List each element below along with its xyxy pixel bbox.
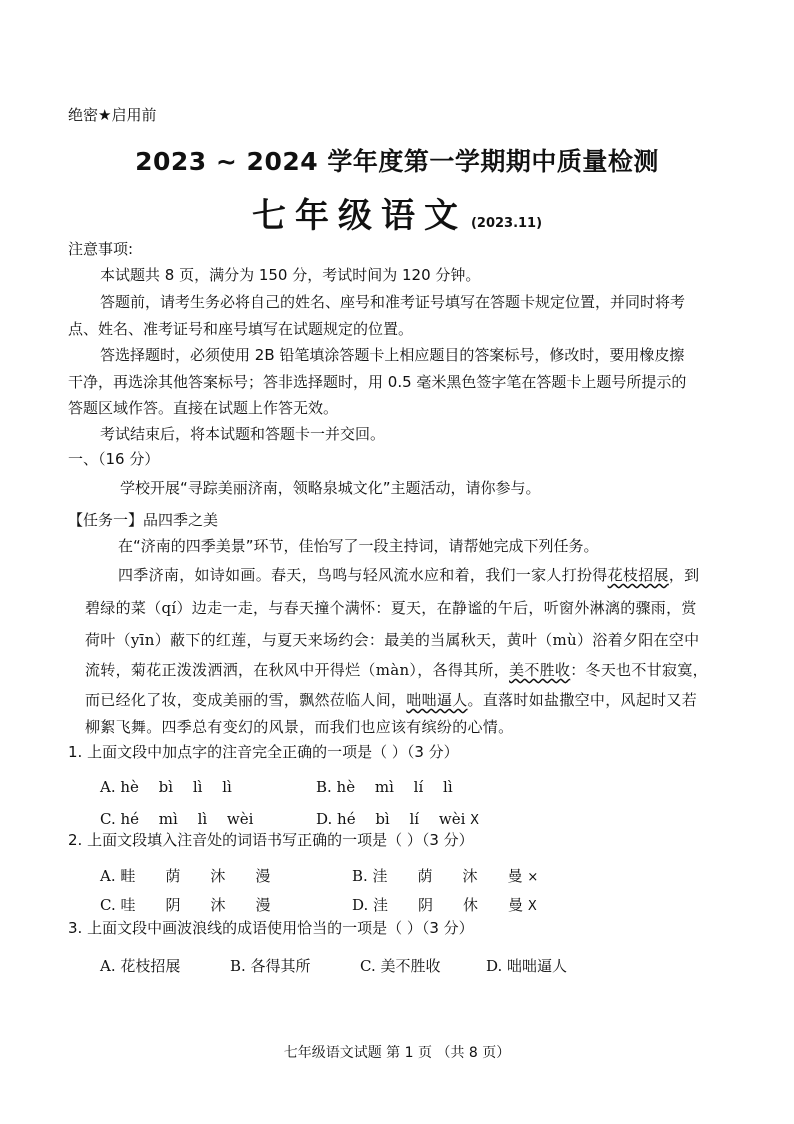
- subject-title: [0, 188, 794, 237]
- notes-p3b: 干净，再选涂其他答案标号；答非选择题时，用 0.5 毫米黑色签字笔在答题卡上题号所提示的: [68, 373, 687, 391]
- q2-option-c[interactable]: C. 哇 阴 沐 漫: [100, 896, 271, 914]
- passage-line-3: 荷叶（yīn）蔽下的红莲，与夏天来场约会：最美的当属秋天，黄叶（mù）浴着夕阳在空中: [85, 631, 700, 649]
- passage-text: 而已经化了妆，变成美丽的雪，飘然莅临人间，: [85, 691, 407, 709]
- idiom-meibu: 美不胜收: [509, 661, 571, 679]
- handwritten-x-mark: X: [527, 899, 537, 914]
- notes-p3a: 答选择题时，必须使用 2B 铅笔填涂答题卡上相应题目的答案标号，修改时，要用橡皮擦: [100, 346, 685, 364]
- passage-line-4: [85, 659, 708, 680]
- passage-line-1: [118, 564, 699, 585]
- notes-heading: 注意事项:: [68, 240, 134, 258]
- passage-line-2: 碧绿的菜（qí）边走一走，与春天撞个满怀：夏天，在静谧的午后，听窗外淋漓的骤雨，赏: [85, 599, 697, 617]
- q3-stem: 3. 上面文段中画波浪线的成语使用恰当的一项是（ ）（3 分）: [68, 919, 474, 937]
- notes-p2b: 点、姓名、准考证号和座号填写在试题规定的位置。: [68, 320, 414, 338]
- passage-text: ：冬天也不甘寂寞，: [570, 661, 708, 679]
- handwritten-x-mark: X: [470, 813, 480, 828]
- subject-name: 七年级语文: [251, 196, 467, 236]
- passage-text: ，到: [668, 566, 700, 584]
- passage-line-6: 柳絮飞舞。四季总有变幻的风景，而我们也应该有缤纷的心情。: [85, 718, 514, 736]
- notes-p1: 本试题共 8 页，满分为 150 分，考试时间为 120 分钟。: [100, 266, 481, 284]
- passage-line-5: [85, 689, 697, 710]
- q2-option-d[interactable]: [352, 894, 537, 915]
- option-text: D. hé bì lí wèi: [316, 810, 466, 828]
- q3-option-a[interactable]: A. 花枝招展: [100, 957, 181, 975]
- idiom-huazhi: 花枝招展: [607, 566, 669, 584]
- q2-option-a[interactable]: A. 畦 荫 沐 漫: [100, 867, 271, 885]
- section-intro: 学校开展“寻踪美丽济南，领略泉城文化”主题活动，请你参与。: [120, 479, 541, 497]
- passage-text: 流转，菊花正泼泼洒洒，在秋风中开得烂（màn），各得其所，: [85, 661, 510, 679]
- q3-option-b[interactable]: B. 各得其所: [230, 957, 311, 975]
- page-footer: 七年级语文试题 第 1 页 （共 8 页）: [283, 1045, 511, 1061]
- task1-heading: 【任务一】品四季之美: [68, 511, 219, 529]
- q3-option-c[interactable]: C. 美不胜收: [360, 957, 441, 975]
- idiom-duoduo: 咄咄逼人: [406, 691, 468, 709]
- option-text: D. 洼 阴 休 曼: [352, 896, 524, 914]
- q1-option-d[interactable]: [316, 808, 479, 829]
- q1-option-b[interactable]: B. hè mì lí lì: [316, 778, 453, 796]
- q1-option-a[interactable]: A. hè bì lì lì: [100, 778, 232, 796]
- q2-stem: 2. 上面文段填入注音处的词语书写正确的一项是（ ）（3 分）: [68, 831, 474, 849]
- q2-option-b[interactable]: [352, 865, 538, 886]
- confidential-label: 绝密★启用前: [68, 106, 157, 124]
- q1-stem: 1. 上面文段中加点字的注音完全正确的一项是（ ）（3 分）: [68, 743, 459, 761]
- exam-date: (2023.11): [470, 216, 543, 231]
- notes-p3c: 答题区域作答。直接在试题上作答无效。: [68, 399, 339, 417]
- section-heading: 一、（16 分）: [68, 450, 160, 468]
- notes-p2a: 答题前，请考生务必将自己的姓名、座号和准考证号填写在答题卡规定位置，并同时将考: [100, 293, 686, 311]
- exam-title: 2023 ~ 2024 学年度第一学期期中质量检测: [135, 147, 659, 176]
- handwritten-x-mark: ×: [527, 870, 539, 885]
- option-text: B. 洼 荫 沐 曼: [352, 867, 523, 885]
- passage-text: 四季济南，如诗如画。春天，鸟鸣与轻风流水应和着，我们一家人打扮得: [118, 566, 608, 584]
- q3-option-d[interactable]: D. 咄咄逼人: [486, 957, 568, 975]
- task1-intro: 在“济南的四季美景”环节，佳怡写了一段主持词，请帮她完成下列任务。: [118, 537, 599, 555]
- q1-option-c[interactable]: C. hé mì lì wèi: [100, 810, 254, 828]
- passage-text: 。直落时如盐撒空中，风起时又若: [467, 691, 698, 709]
- notes-p4: 考试结束后，将本试题和答题卡一并交回。: [100, 425, 386, 443]
